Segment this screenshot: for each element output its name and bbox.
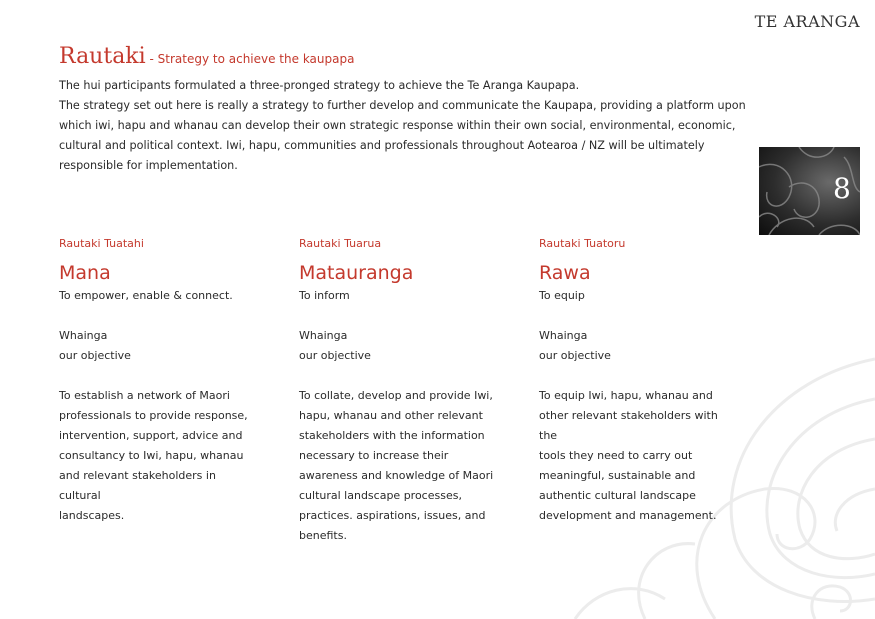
page-title bbox=[59, 44, 354, 69]
brand-header: TE ARANGA bbox=[754, 12, 860, 31]
strategy-column-rawa bbox=[539, 236, 739, 526]
strategy-title: Rawa bbox=[539, 262, 591, 284]
intro-paragraph-1: The hui participants formulated a three-pronged strategy to achieve the Te Aranga Kaupapa. bbox=[59, 79, 580, 92]
strategy-tagline: To equip bbox=[539, 289, 585, 302]
objective-subtitle: our objective bbox=[299, 349, 371, 362]
strategy-tagline: To empower, enable & connect. bbox=[59, 289, 233, 302]
page-number-emblem bbox=[759, 147, 860, 235]
strategy-label: Rautaki Tuatoru bbox=[539, 237, 626, 250]
objective-description: To equip Iwi, hapu, whanau and other relevant stakeholders with the tools they need to carry out meaningful, sustainable and authentic cultural landscape development and management. bbox=[539, 389, 718, 522]
strategy-column-matauranga bbox=[299, 236, 499, 546]
strategy-label: Rautaki Tuatahi bbox=[59, 237, 144, 250]
intro-paragraph-2: The strategy set out here is really a strategy to further develop and communicate the Kaupapa, providing a platform upon which iwi, hapu and whanau can develop their own strategic response within their own social, environmental, economic, cultural and political context. Iwi, hapu, communities and professionals throughout Aotearoa / NZ will be ultimately responsible for implementation. bbox=[59, 99, 746, 172]
intro-text bbox=[59, 76, 759, 176]
objective-subtitle: our objective bbox=[59, 349, 131, 362]
title-main: Rautaki bbox=[59, 44, 146, 69]
objective-description: To establish a network of Maori professionals to provide response, intervention, support, advice and consultancy to Iwi, hapu, whanau and relevant stakeholders in cultural landscapes. bbox=[59, 389, 248, 522]
objective-label: Whainga bbox=[59, 329, 108, 342]
strategy-label: Rautaki Tuarua bbox=[299, 237, 382, 250]
objective-label: Whainga bbox=[299, 329, 348, 342]
objective-label: Whainga bbox=[539, 329, 588, 342]
objective-description: To collate, develop and provide Iwi, hapu, whanau and other relevant stakeholders with the information necessary to increase their awareness and knowledge of Maori cultural landscape processes, practices. aspirations, issues, and benefits. bbox=[299, 389, 494, 542]
strategy-title: Mana bbox=[59, 262, 111, 284]
strategy-column-mana bbox=[59, 236, 259, 526]
objective-subtitle: our objective bbox=[539, 349, 611, 362]
strategy-title: Matauranga bbox=[299, 262, 414, 284]
strategy-tagline: To inform bbox=[299, 289, 350, 302]
title-subtitle: - Strategy to achieve the kaupapa bbox=[145, 52, 355, 66]
page-number: 8 bbox=[833, 172, 851, 205]
